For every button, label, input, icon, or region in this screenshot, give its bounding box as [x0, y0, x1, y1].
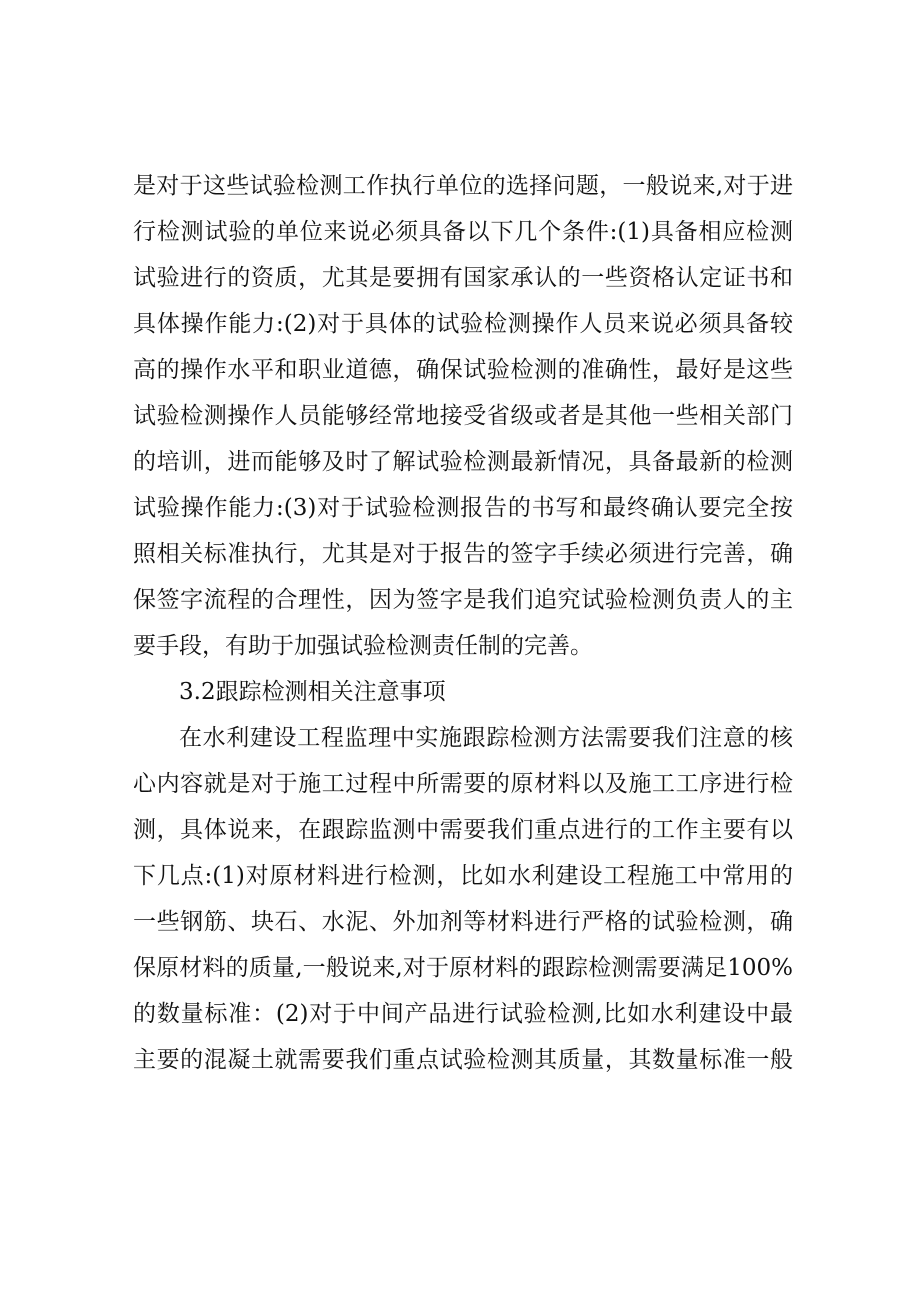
section-heading: 3.2跟踪检测相关注意事项	[179, 679, 446, 705]
body-text-line: 试验操作能力:(3)对于试验检测报告的书写和最终确认要完全按	[133, 495, 793, 521]
body-text-line: 主要的混凝土就需要我们重点试验检测其质量，其数量标准一般	[133, 1047, 793, 1073]
body-text-line: 的数量标准：(2)对于中间产品进行试验检测,比如水利建设中最	[133, 1001, 793, 1027]
body-text-line: 试验检测操作人员能够经常地接受省级或者是其他一些相关部门	[133, 403, 793, 429]
body-text-line: 行检测试验的单位来说必须具备以下几个条件:(1)具备相应检测	[133, 219, 793, 245]
body-text-line: 保原材料的质量,一般说来,对于原材料的跟踪检测需要满足100%	[133, 955, 793, 981]
body-text-line: 在水利建设工程监理中实施跟踪检测方法需要我们注意的核	[179, 725, 793, 751]
body-text-line: 保签字流程的合理性，因为签字是我们追究试验检测负责人的主	[133, 587, 793, 613]
body-text-line: 具体操作能力:(2)对于具体的试验检测操作人员来说必须具备较	[133, 311, 793, 337]
body-text-line: 下几点:(1)对原材料进行检测，比如水利建设工程施工中常用的	[133, 863, 793, 889]
body-text-line: 要手段，有助于加强试验检测责任制的完善。	[133, 633, 593, 659]
body-text-line: 测，具体说来，在跟踪监测中需要我们重点进行的工作主要有以	[133, 817, 793, 843]
body-text-line: 一些钢筋、块石、水泥、外加剂等材料进行严格的试验检测，确	[133, 909, 793, 935]
body-text-line: 心内容就是对于施工过程中所需要的原材料以及施工工序进行检	[133, 771, 793, 797]
body-text-line: 是对于这些试验检测工作执行单位的选择问题，一般说来,对于进	[133, 173, 793, 199]
body-text-line: 照相关标准执行，尤其是对于报告的签字手续必须进行完善，确	[133, 541, 793, 567]
body-text-line: 试验进行的资质，尤其是要拥有国家承认的一些资格认定证书和	[133, 265, 793, 291]
body-text-line: 高的操作水平和职业道德，确保试验检测的准确性，最好是这些	[133, 357, 793, 383]
body-text-line: 的培训，进而能够及时了解试验检测最新情况，具备最新的检测	[133, 449, 793, 475]
